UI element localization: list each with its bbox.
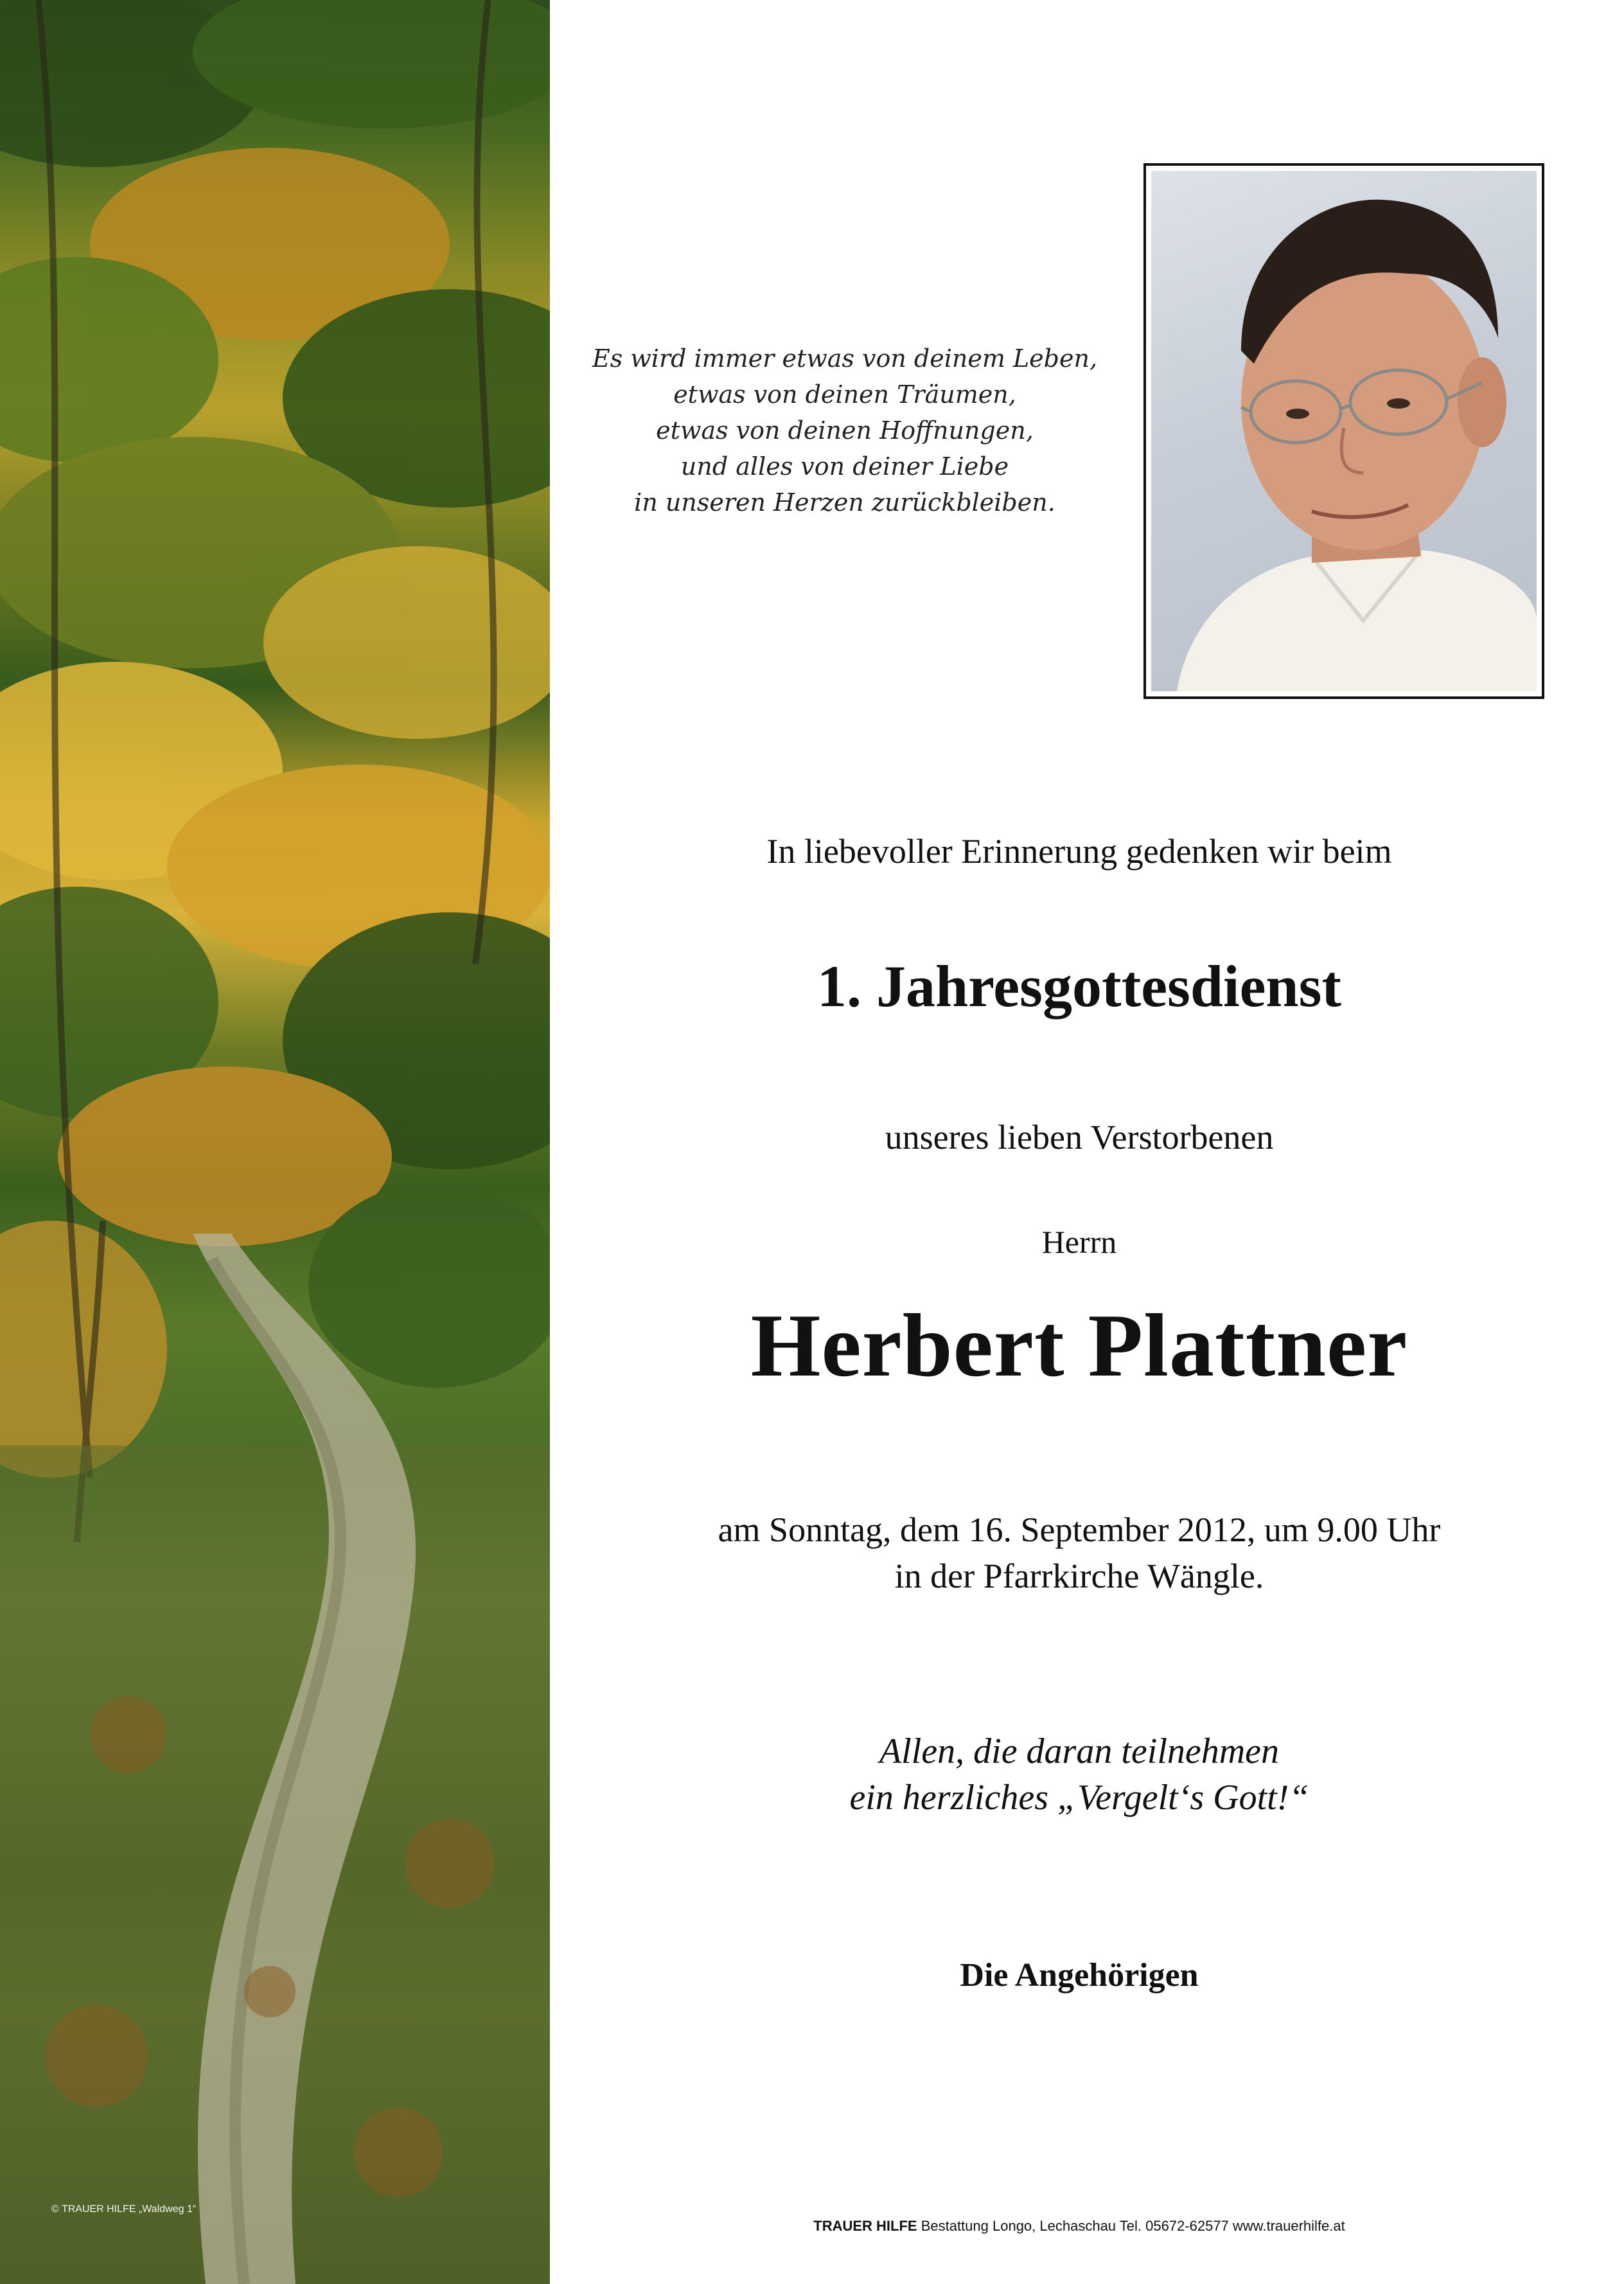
portrait-photo [1151,171,1537,691]
quote-line: etwas von deinen Träumen, [673,380,1016,409]
forest-path-image [0,0,550,2284]
thanks-line: ein herzliches „Vergelt‘s Gott!“ [849,1778,1309,1818]
service-location: in der Pfarrkirche Wängle. [894,1557,1264,1595]
quote-line: Es wird immer etwas von deinem Leben, [592,344,1098,373]
portrait-frame [1143,163,1544,699]
salutation: Herrn [1041,1224,1117,1260]
quote-line: in unseren Herzen zurückbleiben. [634,488,1055,517]
service-date-time: am Sonntag, dem 16. September 2012, um 9.00 Uhr [718,1510,1441,1549]
footer-brand: TRAUER HILFE [813,2218,917,2234]
service-details [642,1507,1516,1599]
thanks-message [642,1728,1516,1821]
deceased-intro: unseres lieben Verstorbenen [885,1118,1274,1156]
memorial-intro: In liebevoller Erinnerung gedenken wir beim [766,832,1392,871]
quote-line: und alles von deiner Liebe [680,452,1009,481]
memorial-quote [565,341,1124,520]
quote-line: etwas von deinen Hoffnungen, [656,416,1034,445]
portrait-illustration [1151,171,1537,691]
image-credit: © TRAUER HILFE „Waldweg 1“ [51,2204,197,2215]
thanks-line: Allen, die daran teilnehmen [879,1731,1280,1771]
family-signature: Die Angehörigen [960,1957,1199,1994]
forest-path-illustration [0,0,550,2284]
service-title: 1. Jahresgottesdienst [816,953,1342,1019]
footer [642,2218,1516,2235]
footer-details: Bestattung Longo, Lechaschau Tel. 05672-62577 www.trauerhilfe.at [917,2218,1345,2234]
deceased-name: Herbert Plattner [750,1296,1408,1395]
